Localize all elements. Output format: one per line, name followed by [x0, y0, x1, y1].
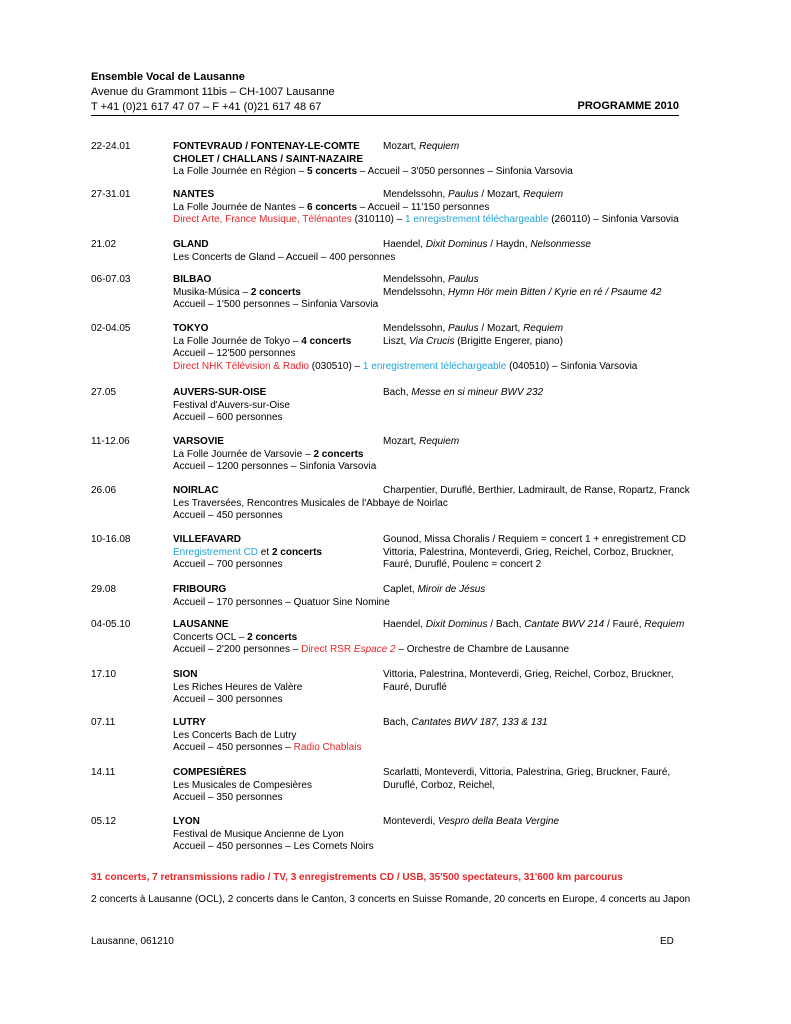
concert-repertoire [383, 436, 683, 449]
venue-details: Accueil – 350 personnes [173, 792, 283, 803]
concert-count: 2 concerts [250, 286, 301, 298]
work: Dixit Dominus [425, 239, 488, 250]
work: Paulus [448, 189, 479, 200]
concert-date: 17.10 [91, 669, 117, 680]
broadcast-line [173, 214, 679, 227]
venue-details: Accueil – 450 personnes – Les Cornets Noirs [173, 841, 374, 852]
composer: Mozart, [383, 141, 420, 152]
venue-title: NANTES [173, 189, 215, 200]
composer: / Mozart, [478, 189, 524, 200]
broadcast-text: Espace 2 [353, 644, 396, 655]
venue-title: LAUSANNE [173, 619, 229, 630]
detail-text: La Folle Journée de Nantes – [173, 201, 307, 213]
detail-text: Accueil – 450 personnes – [173, 742, 294, 753]
detail-text: La Folle Journée de Tokyo – [173, 335, 302, 347]
venue-title: FRIBOURG [173, 584, 227, 595]
venue-details: Accueil – 1200 personnes – Sinfonia Varsovia [173, 461, 377, 472]
work: Via Crucis [409, 335, 455, 347]
concert-date: 02-04.05 [91, 323, 131, 334]
concert-date: 21.02 [91, 239, 117, 250]
concert-repertoire [383, 534, 686, 572]
composer: Liszt, [383, 335, 410, 347]
venue-details: Les Concerts Bach de Lutry [173, 729, 297, 741]
detail-text: Musika-Música – [173, 286, 251, 298]
composer: Haendel, [383, 239, 426, 250]
concert-repertoire [383, 584, 683, 597]
concert-repertoire [383, 141, 683, 154]
detail-text: (260110) – Sinfonia Varsovia [548, 214, 679, 225]
org-phone: T +41 (0)21 617 47 07 – F +41 (0)21 617 48 67 [91, 101, 322, 113]
detail-text: et [258, 546, 272, 558]
venue-details: Accueil – 170 personnes – Quatuor Sine Nomine [173, 596, 390, 608]
concert-repertoire [383, 717, 683, 730]
concert-repertoire [383, 189, 683, 202]
concert-count: 2 concerts [313, 448, 364, 460]
venue-title: NOIRLAC [173, 485, 219, 496]
venue-details [173, 166, 573, 179]
work: Messe en si mineur BWV 232 [411, 387, 544, 398]
venue-details [173, 201, 490, 215]
venue-details: Festival d'Auvers-sur-Oise [173, 399, 290, 411]
detail-text: – Accueil – 3'050 personnes – Sinfonia Varsovia [357, 166, 573, 177]
repertoire-line: Fauré, Duruflé [383, 681, 447, 693]
work: Paulus [448, 323, 479, 334]
venue-details: Accueil – 450 personnes [173, 510, 283, 521]
repertoire-line: Gounod, Missa Choralis / Requiem = concert 1 + enregistrement CD [383, 534, 686, 545]
concert-date: 27-31.01 [91, 189, 131, 200]
summary-text: 2 concerts à Lausanne (OCL), 2 concerts dans le Canton, 3 concerts en Suisse Romande, 20 concerts en Europe, 4 concerts au Japon [91, 894, 691, 905]
detail-text: (030510) – [308, 360, 363, 372]
concert-date: 26.06 [91, 485, 117, 496]
work: Requiem [419, 141, 460, 152]
composer: / Fauré, [604, 619, 645, 630]
venue-details: Les Traversées, Rencontres Musicales de l'Abbaye de Noirlac [173, 497, 448, 509]
detail-text: (310110) – [351, 214, 405, 225]
composer: Mozart, [383, 436, 420, 447]
concert-count: 2 concerts [271, 546, 322, 558]
concert-date: 04-05.10 [91, 619, 131, 630]
venue-details: Accueil – 300 personnes [173, 694, 283, 705]
composer: Monteverdi, [383, 816, 439, 827]
venue-title: SION [173, 669, 198, 680]
concert-date: 14.11 [91, 767, 116, 778]
broadcast-text: Radio Chablais [293, 742, 362, 753]
detail-text: Accueil – 2'200 personnes – [173, 644, 302, 655]
concert-repertoire [383, 767, 683, 792]
work: Requiem [523, 189, 564, 200]
work: Requiem [644, 619, 685, 630]
concert-date: 10-16.08 [91, 534, 131, 545]
work: Miroir de Jésus [417, 584, 486, 595]
letterhead [91, 70, 679, 115]
venue-details: Accueil – 600 personnes [173, 412, 283, 423]
composer: / Haydn, [487, 239, 531, 250]
composer: Caplet, [383, 584, 418, 595]
venue-title: LUTRY [173, 717, 206, 728]
concert-count: 4 concerts [301, 335, 352, 347]
detail-text: – Accueil – 11'150 personnes [357, 201, 490, 213]
concert-repertoire [383, 239, 683, 252]
programme-title: PROGRAMME 2010 [577, 100, 679, 112]
concert-date: 29.08 [91, 584, 117, 595]
work: Hymn Hör mein Bitten / Kyrie en ré / Psaume 42 [448, 286, 662, 298]
repertoire-line: Duruflé, Corboz, Reichel, [383, 779, 495, 791]
venue-title: COMPESIÈRES [173, 767, 247, 778]
concert-date: 22-24.01 [91, 141, 131, 152]
venue-title: CHOLET / CHALLANS / SAINT-NAZAIRE [173, 153, 363, 165]
repertoire-line: Fauré, Duruflé, Poulenc = concert 2 [383, 559, 542, 570]
concert-count: 6 concerts [306, 201, 358, 213]
composer: Bach, [383, 717, 412, 728]
repertoire-line: Scarlatti, Monteverdi, Vittoria, Palestrina, Grieg, Bruckner, Fauré, [383, 767, 671, 778]
concert-repertoire: Charpentier, Duruflé, Berthier, Ladmirault, de Ranse, Ropartz, Franck [383, 485, 690, 496]
concert-date: 11-12.06 [91, 436, 130, 447]
concert-repertoire [383, 619, 683, 632]
concert-date: 27.05 [91, 387, 117, 398]
venue-title: AUVERS-SUR-OISE [173, 387, 267, 398]
recording-text: 1 enregistrement téléchargeable [404, 214, 549, 225]
venue-title: VILLEFAVARD [173, 534, 241, 545]
concert-repertoire [383, 274, 683, 299]
concert-date: 05.12 [91, 816, 117, 827]
broadcast-line [173, 360, 638, 374]
composer: Mendelssohn, [383, 323, 449, 334]
detail-text: (040510) – Sinfonia Varsovia [506, 360, 638, 372]
composer: Bach, [383, 387, 412, 398]
recording-text: 1 enregistrement téléchargeable [362, 360, 507, 372]
concert-date: 07.11 [91, 717, 116, 728]
concert-repertoire [383, 387, 683, 400]
performer: (Brigitte Engerer, piano) [454, 335, 563, 347]
venue-title: BILBAO [173, 274, 212, 285]
work: Dixit Dominus [425, 619, 488, 630]
venue-details: Accueil – 12'500 personnes [173, 348, 296, 359]
repertoire-line: Vittoria, Palestrina, Monteverdi, Grieg, Reichel, Corboz, Bruckner, [383, 546, 674, 558]
work: Requiem [419, 436, 460, 447]
concert-repertoire [383, 816, 683, 829]
concert-date: 06-07.03 [91, 274, 131, 285]
venue-details [173, 632, 473, 645]
detail-text: La Folle Journée en Région – [173, 166, 307, 177]
broadcast-line [173, 742, 473, 755]
org-name: Ensemble Vocal de Lausanne [91, 71, 245, 83]
venue-title: LYON [173, 816, 200, 827]
broadcast-text: Direct Arte, France Musique, Télénantes [173, 214, 352, 225]
composer: / Bach, [487, 619, 525, 630]
venue-details: Festival de Musique Ancienne de Lyon [173, 828, 344, 840]
concert-repertoire [383, 323, 683, 348]
repertoire-line: Vittoria, Palestrina, Monteverdi, Grieg, Reichel, Corboz, Bruckner, [383, 669, 674, 680]
recording-text: Enregistrement CD [173, 546, 259, 558]
broadcast-text: Direct NHK Télévision & Radio [173, 360, 309, 372]
venue-details: Les Riches Heures de Valère [173, 681, 303, 693]
composer: / Mozart, [478, 323, 524, 334]
concert-count: 5 concerts [306, 166, 358, 177]
footer-initials: ED [660, 936, 674, 947]
work: Cantates BWV 187, 133 & 131 [411, 717, 548, 728]
composer: Mendelssohn, [383, 286, 449, 298]
venue-title: TOKYO [173, 323, 209, 334]
composer: Mendelssohn, [383, 189, 449, 200]
work: Cantate BWV 214 [524, 619, 605, 630]
header-divider [91, 115, 679, 116]
work: Nelsonmesse [530, 239, 591, 250]
venue-details: Accueil – 1'500 personnes – Sinfonia Varsovia [173, 299, 379, 310]
detail-text: Concerts OCL – [173, 631, 248, 643]
broadcast-text: Direct RSR [301, 644, 354, 655]
concert-count: 2 concerts [247, 631, 298, 643]
venue-details: Les Musicales de Compesières [173, 779, 312, 791]
work: Requiem [523, 323, 564, 334]
composer: Haendel, [383, 619, 426, 630]
org-address: Avenue du Grammont 11bis – CH-1007 Lausanne [91, 86, 335, 98]
footer-place-date: Lausanne, 061210 [91, 936, 174, 947]
detail-text: La Folle Journée de Varsovie – [173, 448, 314, 460]
venue-title: VARSOVIE [173, 436, 224, 447]
venue-details: Les Concerts de Gland – Accueil – 400 personnes [173, 251, 396, 263]
broadcast-line [173, 644, 570, 657]
composer: Mendelssohn, [383, 274, 449, 285]
concert-repertoire [383, 669, 683, 694]
summary-highlight: 31 concerts, 7 retransmissions radio / TV, 3 enregistrements CD / USB, 35'500 spectateurs, 31'600 km parcourus [91, 872, 623, 883]
detail-text: – Orchestre de Chambre de Lausanne [395, 644, 570, 655]
work: Paulus [448, 274, 479, 285]
venue-title: FONTEVRAUD / FONTENAY-LE-COMTE [173, 141, 360, 152]
venue-details: Accueil – 700 personnes [173, 559, 283, 570]
work: Vespro della Beata Vergine [438, 816, 560, 827]
venue-details [173, 449, 473, 462]
venue-title: GLAND [173, 239, 209, 250]
